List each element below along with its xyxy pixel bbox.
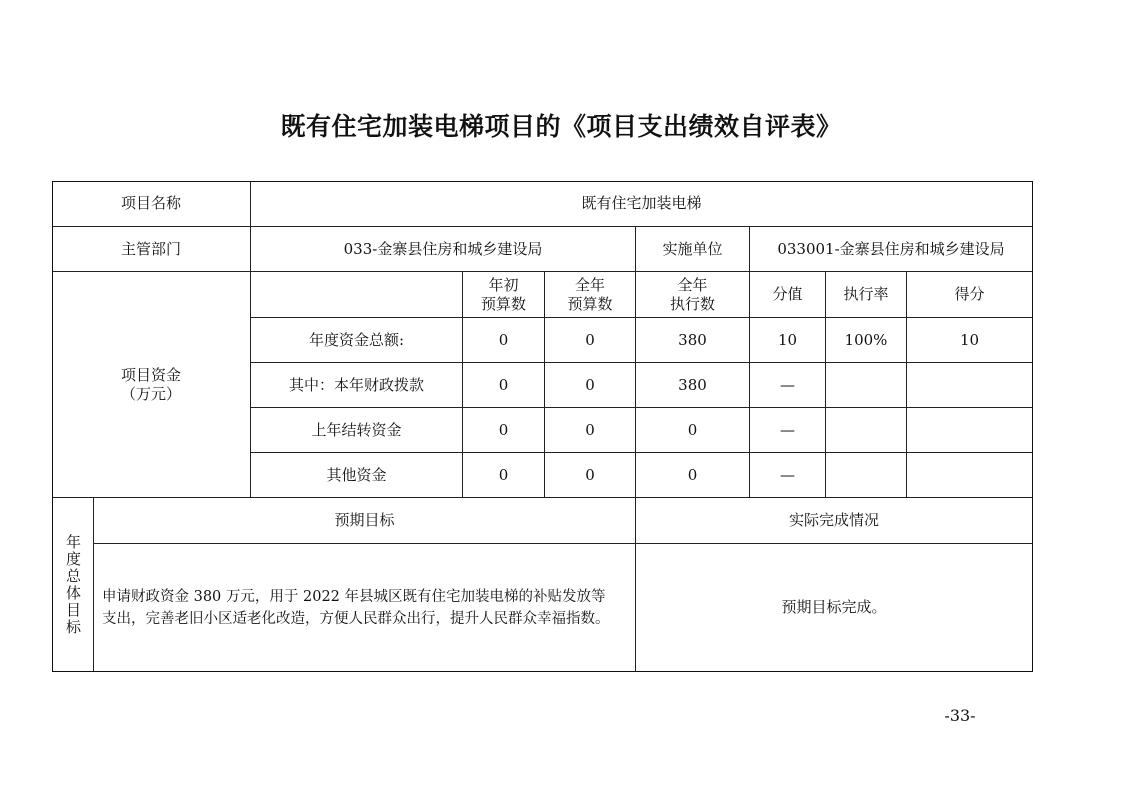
- actual-completion-header-text: 实际完成情况: [788, 511, 879, 529]
- actual-completion-text: 预期目标完成。: [781, 598, 887, 616]
- funds-label: [52, 272, 251, 498]
- cell-text: 0: [687, 420, 698, 439]
- expected-goal-content: [94, 544, 636, 672]
- table-row-label: [251, 453, 463, 498]
- cell-text: 380: [678, 375, 707, 394]
- table-cell-rate: [826, 318, 907, 363]
- cell-text: —: [780, 465, 795, 484]
- project-name-label: [52, 181, 251, 227]
- row-label-text: 年度资金总额:: [308, 330, 405, 349]
- cell-text: —: [780, 375, 795, 394]
- department-label: [52, 227, 251, 272]
- implementing-unit-value: [750, 227, 1033, 272]
- department-value-text: 033-金寨县住房和城乡建设局: [343, 239, 543, 258]
- cell-text: 0: [585, 375, 595, 394]
- table-cell-full: [545, 453, 636, 498]
- table-cell-score: [907, 408, 1033, 453]
- table-cell-exec: [636, 363, 750, 408]
- implementing-unit-label-text: 实施单位: [662, 239, 723, 258]
- row-label-text: 其他资金: [326, 465, 387, 484]
- table-row-label: [251, 408, 463, 453]
- actual-completion-content: [636, 544, 1033, 672]
- header-full-execution: [636, 272, 750, 318]
- header-full-budget-l2: 预算数: [567, 294, 613, 313]
- table-cell-full: [545, 318, 636, 363]
- page-number: -33-: [944, 706, 976, 725]
- cell-text: 10: [959, 330, 980, 349]
- project-name-label-text: 项目名称: [120, 194, 181, 212]
- page-title: 既有住宅加装电梯项目的《项目支出绩效自评表》: [280, 112, 842, 141]
- table-cell-full: [545, 408, 636, 453]
- table-cell-score: [907, 318, 1033, 363]
- table-cell-exec: [636, 408, 750, 453]
- cell-text: 0: [687, 465, 698, 484]
- table-cell-score-value: [750, 318, 826, 363]
- funds-label-line1: 项目资金: [120, 365, 181, 384]
- cell-text: 0: [585, 465, 595, 484]
- funds-header-blank: [251, 272, 463, 318]
- expected-goal-header-text: 预期目标: [334, 511, 395, 529]
- header-initial-budget-l2: 预算数: [480, 294, 526, 313]
- cell-text: 0: [498, 420, 509, 439]
- cell-text: 0: [498, 375, 509, 394]
- cell-text: 0: [498, 465, 509, 484]
- implementing-unit-label: [636, 227, 750, 272]
- table-cell-score: [907, 453, 1033, 498]
- table-row-label: [251, 318, 463, 363]
- table-cell-rate: [826, 408, 907, 453]
- implementing-unit-value-text: 033001-金寨县住房和城乡建设局: [777, 239, 1005, 258]
- table-row-label: [251, 363, 463, 408]
- header-initial-budget-l1: 年初: [488, 275, 519, 294]
- header-initial-budget: [463, 272, 545, 318]
- header-execution-rate: [826, 272, 907, 318]
- table-cell-full: [545, 363, 636, 408]
- header-full-execution-l1: 全年: [677, 275, 708, 294]
- project-name-value: [251, 181, 1033, 227]
- header-full-budget: [545, 272, 636, 318]
- actual-completion-header: [636, 498, 1033, 544]
- header-execution-rate-text: 执行率: [843, 285, 889, 303]
- expected-goal-line2: 支出，完善老旧小区适老化改造，方便人民群众出行，提升人民群众幸福指数。: [102, 610, 610, 627]
- annual-goals-label-text: 年度总体目标: [64, 533, 82, 636]
- table-cell-score: [907, 363, 1033, 408]
- department-value: [251, 227, 636, 272]
- table-cell-initial: [463, 363, 545, 408]
- project-name-value-text: 既有住宅加装电梯: [581, 194, 702, 212]
- department-label-text: 主管部门: [120, 239, 181, 258]
- table-cell-initial: [463, 318, 545, 363]
- header-full-budget-l1: 全年: [574, 275, 605, 294]
- cell-text: 0: [585, 330, 595, 349]
- annual-goals-label: [52, 498, 94, 672]
- cell-text: 380: [678, 330, 707, 349]
- table-cell-initial: [463, 453, 545, 498]
- cell-text: 0: [585, 420, 595, 439]
- row-label-text: 其中：本年财政拨款: [288, 375, 424, 394]
- expected-goal-header: [94, 498, 636, 544]
- cell-text: 100%: [844, 330, 888, 349]
- header-score: [907, 272, 1033, 318]
- table-cell-score-value: [750, 453, 826, 498]
- table-cell-rate: [826, 453, 907, 498]
- table-cell-score-value: [750, 363, 826, 408]
- row-label-text: 上年结转资金: [311, 420, 402, 439]
- cell-text: —: [780, 420, 795, 439]
- cell-text: 0: [498, 330, 509, 349]
- header-score-value-text: 分值: [772, 285, 803, 303]
- table-cell-initial: [463, 408, 545, 453]
- table-cell-exec: [636, 453, 750, 498]
- table-cell-exec: [636, 318, 750, 363]
- header-score-value: [750, 272, 826, 318]
- header-full-execution-l2: 执行数: [669, 294, 715, 313]
- funds-label-line2: （万元）: [120, 384, 181, 403]
- cell-text: 10: [777, 330, 798, 349]
- expected-goal-line1: 申请财政资金 380 万元，用于 2022 年县城区既有住宅加装电梯的补贴发放等: [102, 588, 606, 605]
- table-cell-score-value: [750, 408, 826, 453]
- table-cell-rate: [826, 363, 907, 408]
- header-score-text: 得分: [954, 285, 985, 303]
